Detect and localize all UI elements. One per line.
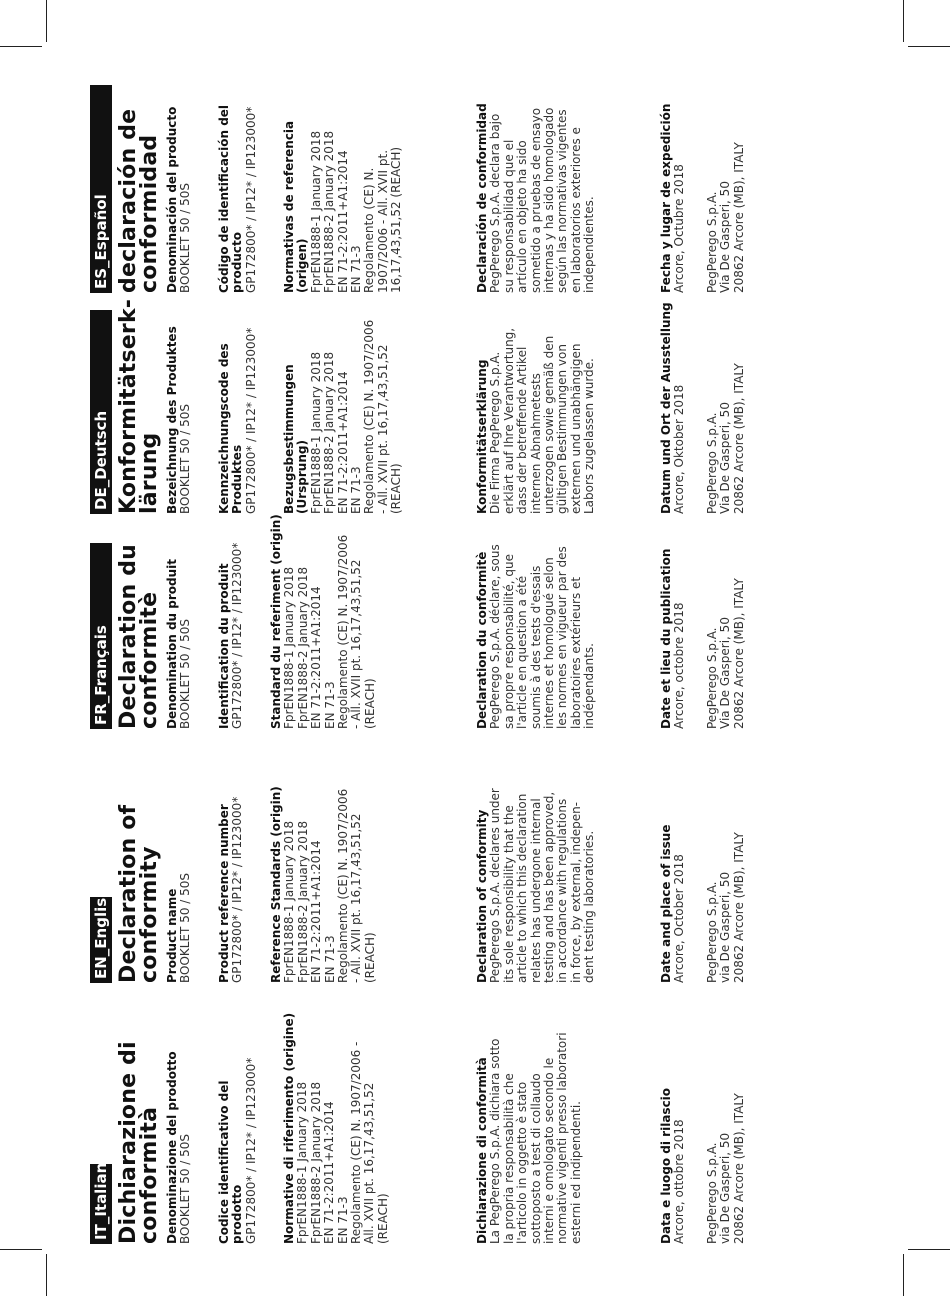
conformity-label: Dichiarazione di conformità [475,1057,489,1244]
product-label: Denomination du produit [165,558,179,729]
address-block [706,142,746,293]
conformity-text: PegPerego S.p.A. déclare, sous sa propre responsabilité, que l'article en question a été soumis à des tests d'essais internes et homologué selon les normes en vigueur par des laboratoires extérieurs et indépendants. [488,544,597,729]
conformity-block [476,544,597,729]
reference-label: Standard du referiment (origin) [269,514,283,729]
declaration-title: Declaration du conformitè [116,543,162,729]
conformity-text: PegPerego S.p.A. declara bajo su responsabilidad que el artículo en objeto ha sido sometido a pruebas de ensayo internas y ha sido homologado según las normativas vigentes en laboratorios exteriores e independientes. [488,107,597,293]
reference-value: FprEN1888-1 January 2018 FprEN1888-2 January 2018 EN 71-2:2011+A1:2014 EN 71-3 Regolamento (CE) N. 1907/2006 - All. XVII pt. 16,17,43,51,52 (REACH) [308,319,404,514]
issue-label: Date et lieu du publication [659,548,673,729]
product-block [166,873,193,983]
address: PegPerego S.p.A. Via De Gasperi, 50 20862 Arcore (MB), ITALY [705,363,746,514]
language-tab: ES_Español [90,85,112,293]
conformity-block [476,103,597,293]
product-value: BOOKLET 50 / 50S [178,872,193,983]
issue-value: Arcore, octobre 2018 [672,602,687,729]
reference-block [270,514,377,729]
reference-label: Bezugsbestimmungen (Ursprung) [282,364,310,514]
issue-block [660,549,687,729]
code-block [218,328,258,514]
issue-block [660,104,687,293]
reference-label: Normativas de referencia (origen) [282,120,310,293]
issue-label: Datum und Ort der Ausstellung [659,302,673,514]
language-tab: FR_Français [90,543,112,729]
code-value: GP172800* / IP12* / IP123000* [230,796,245,983]
product-label: Bezeichnung des Produktes [165,326,179,514]
reference-label: Normative di riferimento (origine) [282,1012,296,1244]
address-block [706,832,746,983]
conformity-label: Konformitätserklärung [475,359,489,514]
issue-value: Arcore, October 2018 [672,854,687,983]
conformity-label: Declaración de conformidad [475,103,489,293]
reference-block [283,1013,390,1244]
language-tab: DE_Deutsch [90,310,112,514]
code-block [218,543,245,729]
product-label: Product name [165,888,179,983]
product-label: Denominazione del prodotto [165,1051,179,1244]
code-value: GP172800* / IP12* / IP123000* [230,542,245,729]
issue-value: Arcore, ottobre 2018 [672,1119,687,1244]
code-label: Codice identificativo del prodotto [217,1080,245,1244]
conformity-text: Die Firma PegPerego S.p.A. erklärt auf Ihre Verantwortung, dass der betreffende Artikel internen Abnahmetests unterzogen sowie gemäß den gültigen Bestimmungen von externen und unabhängigen Labors zugelassen wurde. [488,327,597,514]
issue-block [660,1088,687,1244]
conformity-block [476,1032,583,1244]
address-block [706,363,746,514]
address: PegPerego S.p.A. Via De Gasperi, 50 20862 Arcore (MB), ITALY [705,142,746,293]
issue-label: Data e luogo di rilascio [659,1087,673,1244]
conformity-label: Declaration of conformity [475,809,489,983]
conformity-block [476,788,597,983]
reference-value: FprEN1888-1 January 2018 FprEN1888-2 January 2018 EN 71-2:2011+A1:2014 EN 71-3 Regolamento (CE) N. 1907/2006 - All. XVII pt. 16,17,43,51,52 (REACH) [282,534,377,729]
reference-block [283,121,404,293]
product-value: BOOKLET 50 / 50S [178,1133,193,1244]
code-value: GP172800* / IP12* / IP123000* [243,1057,258,1244]
code-label: Kennzeichnungscode des Produktes [217,343,245,514]
product-block [166,107,193,293]
product-value: BOOKLET 50 / 50S [178,618,193,729]
address: PegPerego S.p.A. via De Gasperi, 50 20862 Arcore (MB), ITALY [705,832,746,983]
address-block [706,578,746,729]
conformity-label: Declaration du conformitè [475,551,489,729]
reference-block [270,786,377,983]
address-block [706,1093,746,1244]
code-label: Product reference number [217,804,231,983]
issue-label: Fecha y lugar de expedición [659,103,673,293]
address: PegPerego S.p.A. via De Gasperi, 50 20862 Arcore (MB), ITALY [705,1093,746,1244]
code-label: Identification du produit [217,563,231,729]
product-block [166,326,193,514]
language-tab: IT_Italiano [90,1164,112,1244]
product-block [166,1051,193,1244]
product-value: BOOKLET 50 / 50S [178,182,193,293]
issue-label: Date and place of issue [659,824,673,983]
reference-value: FprEN1888-1 January 2018 FprEN1888-2 January 2018 EN 71-2:2011+A1:2014 EN 71-3 Regolamento (CE) N. 1907/2006 - All. XVII pt. 16,17,43,51,52 (REACH) [308,130,404,293]
conformity-block [476,328,597,514]
language-tab: EN_English [90,897,112,983]
product-label: Denominación del producto [165,106,179,293]
declaration-title: declaración de conformidad [116,108,162,293]
issue-block [660,825,687,983]
reference-value: FprEN1888-1 January 2018 FprEN1888-2 January 2018 EN 71-2:2011+A1:2014 EN 71-3 Regolamento (CE) N. 1907/2006 - All. XVII pt. 16,17,43,51,52 (REACH) [282,788,377,983]
conformity-text: PegPerego S.p.A. declares under its sole responsibility that the article to which this declaration relates has undergone internal testing and has been approved, in accordance with regulations in force, by external, indepen- dent testing laboratories. [488,788,597,983]
code-label: Código de identificación del producto [217,104,245,293]
code-value: GP172800* / IP12* / IP123000* [243,106,258,293]
declaration-title: Konformitätserk- lärung [116,298,162,514]
declaration-title: Dichiarazione di conformità [116,1041,162,1244]
conformity-text: La PegPerego S.p.A. dichiara sotto la propria responsabilità che l'articolo in oggetto è stato sottoposto a test di collaudo interni e omologato secondo le normative vigenti presso laboratori esterni ed indipendenti. [488,1032,583,1244]
issue-block [660,302,687,514]
address: PegPerego S.p.A. Via De Gasperi, 50 20862 Arcore (MB), ITALY [705,578,746,729]
issue-value: Arcore, Oktober 2018 [672,384,687,514]
code-value: GP172800* / IP12* / IP123000* [243,327,258,514]
declaration-title: Declaration of conformity [116,804,162,983]
product-block [166,559,193,729]
reference-block [283,320,404,514]
reference-value: FprEN1888-1 January 2018 FprEN1888-2 January 2018 EN 71-2:2011+A1:2014 EN 71-3 Regolamento (CE) N. 1907/2006 - All. XVII pt. 16,17,43,51,52 (REACH) [295,1041,390,1244]
product-value: BOOKLET 50 / 50S [178,403,193,514]
issue-value: Arcore, Octubre 2018 [672,164,687,293]
code-block [218,1058,258,1244]
code-block [218,105,258,293]
reference-label: Reference Standards (origin) [269,786,283,983]
code-block [218,797,245,983]
